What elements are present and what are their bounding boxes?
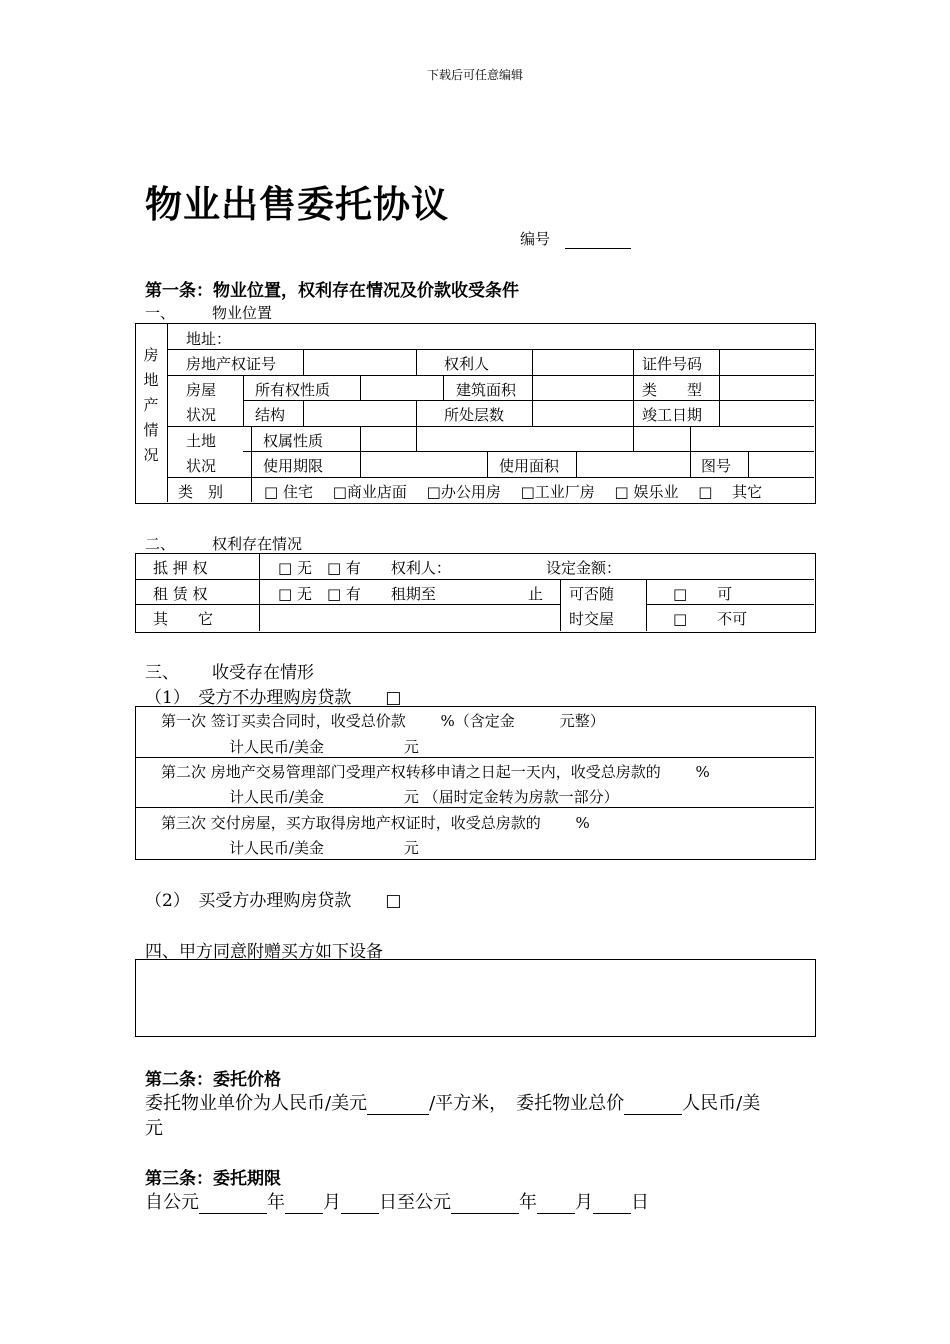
payment-2-line-1: 第二次 房地产交易管理部门受理产权转移申请之日起一天内，收受总房款的 % (161, 763, 710, 781)
mortgage-amount-label: 设定金额： (546, 559, 622, 577)
structure-label: 结构 (255, 406, 286, 424)
from-month-field[interactable] (285, 1195, 323, 1214)
unit-price-label: 委托物业单价为人民币/美元 (145, 1093, 368, 1114)
owner-label: 权利人 (444, 355, 490, 373)
mortgage-label: 抵 押 权 (153, 559, 208, 577)
equipment-box[interactable] (135, 959, 816, 1037)
type-label: 类 型 (642, 381, 703, 399)
term-line (145, 1188, 649, 1214)
currency-label-2: 元 (145, 1118, 163, 1139)
side-char: 情 (143, 421, 159, 439)
from-day-field[interactable] (341, 1195, 379, 1214)
to-month-field[interactable] (537, 1195, 575, 1214)
floor-label: 所处层数 (444, 406, 505, 424)
sec3-num: 三、 (145, 663, 179, 683)
article1-heading: 第一条：物业位置，权利存在情况及价款收受条件 (145, 281, 519, 301)
build-area-label: 建筑面积 (456, 381, 517, 399)
land-label-2: 状况 (186, 457, 217, 475)
address-label: 地址： (186, 330, 232, 348)
category-label: 类 别 (178, 483, 224, 501)
property-side-label (135, 343, 167, 468)
doc-no-label: 编号 (520, 230, 551, 248)
payment-3-line-2: 计人民币/美金 元 (229, 839, 419, 857)
loan-option[interactable]: （2） 买受方办理购房贷款 □ (145, 891, 402, 911)
side-char: 地 (143, 371, 159, 389)
year-label: 年 (267, 1192, 285, 1213)
payment-2-line-2: 计人民币/美金 元 （届时定金转为房款一部分） (229, 788, 619, 806)
id-no-label: 证件号码 (642, 355, 703, 373)
month-label: 月 (323, 1192, 341, 1213)
total-price-label: /平方米， 委托物业总价 (429, 1093, 625, 1114)
ownership-nature-label: 所有权性质 (255, 381, 331, 399)
sec2-num: 二、 (145, 535, 176, 553)
to-day-field[interactable] (593, 1195, 631, 1214)
sec1-label: 物业位置 (212, 304, 273, 322)
lease-label: 租 赁 权 (153, 585, 208, 603)
handover-label: 可否随 (569, 585, 615, 603)
sec1-num: 一、 (145, 304, 176, 322)
article3-heading: 第三条：委托期限 (145, 1169, 281, 1189)
handover-no-option[interactable]: □ 不可 (673, 610, 748, 628)
document-number (520, 228, 631, 249)
month-label: 月 (575, 1192, 593, 1213)
payment-1-line-1: 第一次 签订买卖合同时，收受总价款 %（含定金 元整） (161, 712, 605, 730)
currency-label: 人民币/美 (682, 1093, 761, 1114)
use-term-label: 使用期限 (263, 457, 324, 475)
payment-3-line-1: 第三次 交付房屋，买方取得房地产权证时，收受总房款的 % (161, 814, 590, 832)
lease-end-label: 止 (528, 585, 544, 603)
land-label: 土地 (186, 432, 217, 450)
lease-options[interactable]: □ 无 □ 有 租期至 (278, 585, 436, 603)
doc-no-field[interactable] (565, 248, 631, 249)
use-area-label: 使用面积 (499, 457, 560, 475)
land-right-label: 权属性质 (263, 432, 324, 450)
cert-no-label: 房地产权证号 (186, 355, 277, 373)
day-label: 日 (631, 1192, 649, 1213)
to-label: 日至公元 (379, 1192, 451, 1213)
to-year-field[interactable] (451, 1195, 519, 1214)
handover-yes-option[interactable]: □ 可 (673, 585, 733, 603)
sec3-label: 收受存在情形 (212, 663, 314, 683)
price-line (145, 1089, 760, 1115)
year-label: 年 (519, 1192, 537, 1213)
category-options[interactable]: □ 住宅 □商业店面 □办公用房 □工业厂房 □ 娱乐业 □ 其它 (264, 483, 763, 501)
house-label-2: 状况 (186, 406, 217, 424)
no-loan-option[interactable]: （1） 受方不办理购房贷款 □ (145, 688, 402, 708)
mortgage-options[interactable]: □ 无 □ 有 权利人： (278, 559, 451, 577)
side-char: 房 (143, 346, 159, 364)
other-label: 其 它 (153, 610, 214, 628)
document-title: 物业出售委托协议 (145, 183, 449, 226)
payment-1-line-2: 计人民币/美金 元 (229, 738, 419, 756)
side-char: 况 (143, 446, 159, 464)
handover-label-2: 时交屋 (569, 610, 615, 628)
total-price-field[interactable] (624, 1096, 682, 1115)
map-no-label: 图号 (701, 457, 732, 475)
unit-price-field[interactable] (367, 1096, 429, 1115)
from-label: 自公元 (145, 1192, 199, 1213)
side-char: 产 (143, 396, 159, 414)
house-label: 房屋 (186, 381, 217, 399)
article2-heading: 第二条：委托价格 (145, 1070, 281, 1090)
sec2-label: 权利存在情况 (212, 535, 303, 553)
sec4-label: 四、甲方同意附赠买方如下设备 (145, 942, 383, 962)
property-side-cell (135, 323, 168, 502)
from-year-field[interactable] (199, 1195, 267, 1214)
completion-label: 竣工日期 (642, 406, 703, 424)
header-note: 下载后可任意编辑 (426, 68, 523, 82)
